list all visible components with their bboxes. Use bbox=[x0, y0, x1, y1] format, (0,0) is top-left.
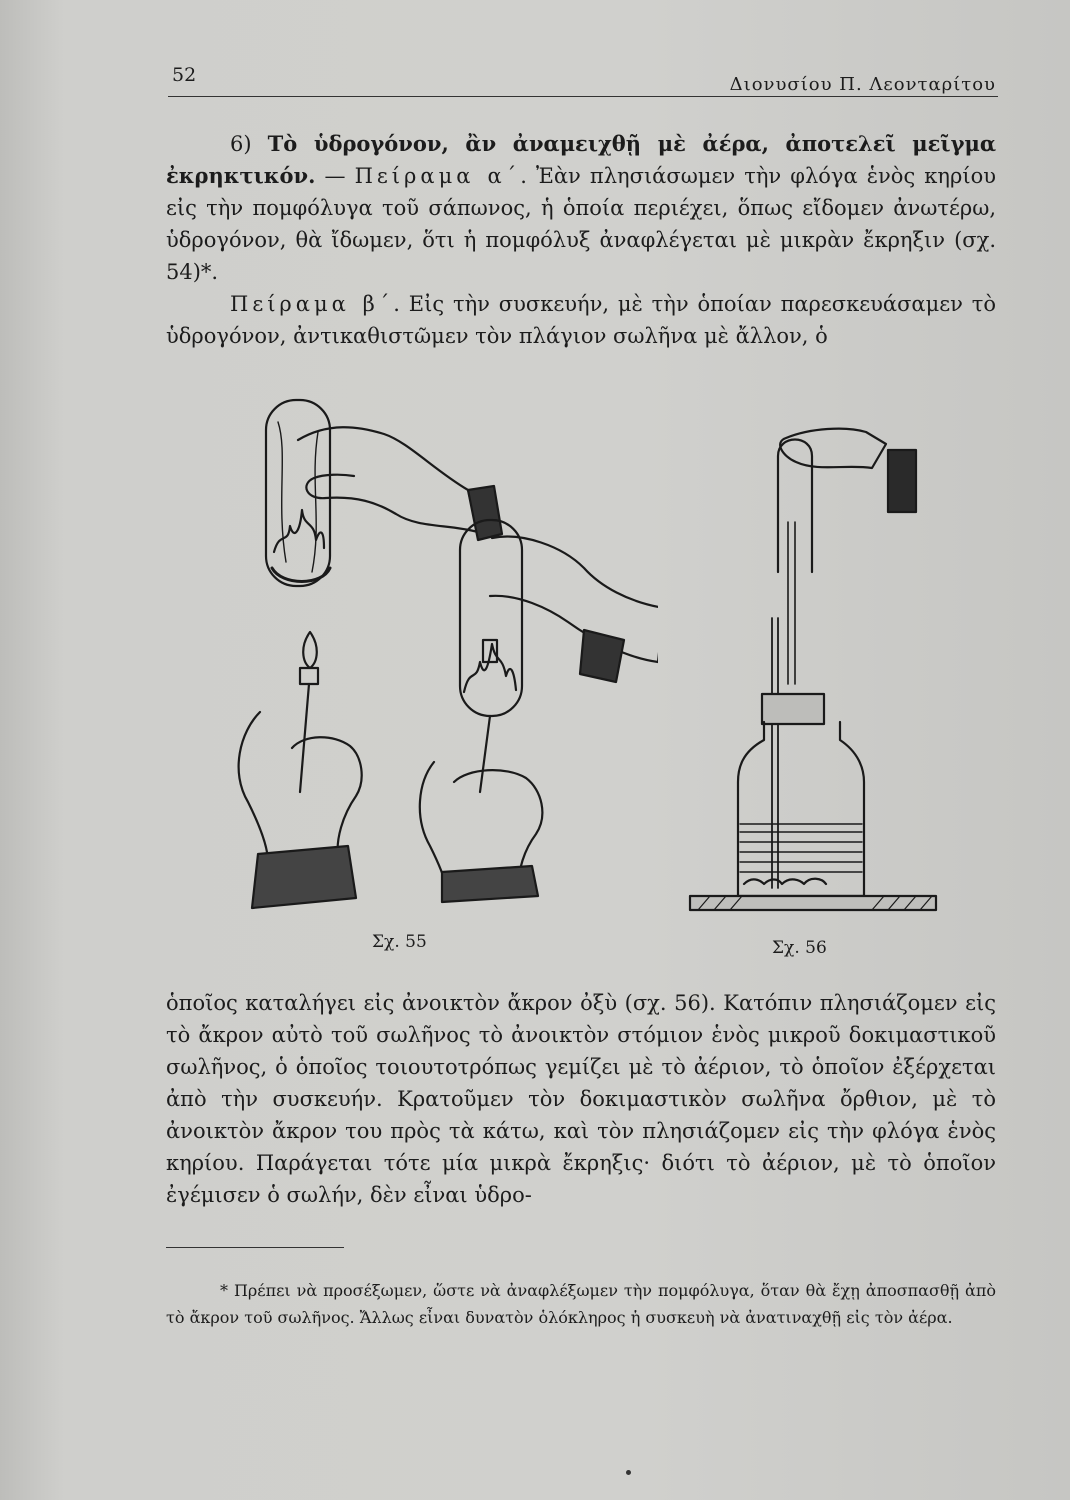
experiment-a-label: Πείραμα α΄ bbox=[354, 164, 521, 188]
hand-right-top bbox=[490, 537, 658, 662]
figure-55-caption: Σχ. 55 bbox=[372, 932, 427, 952]
sleeve-left-bottom bbox=[252, 846, 356, 908]
figure-56-illustration bbox=[682, 422, 954, 912]
experiment-b-label: Πείραμα β΄ bbox=[230, 292, 394, 316]
bottle-stopper bbox=[762, 694, 824, 724]
footnote-text: * Πρέπει νὰ προσέξωμεν, ὥστε νὰ ἀναφλέξωμεν τὴν πομφόλυγα, ὅταν θὰ ἔχῃ ἀποσπασθῇ ἀπὸ τὸ ἄκρον τοῦ σωλῆνος. Ἄλλως εἶναι δυνατὸν ὁλόκληρος ἡ συσκευὴ νὰ ἀνατιναχθῇ εἰς τὸν ἀέρα. bbox=[166, 1281, 996, 1327]
footnote bbox=[166, 1277, 996, 1331]
continuation-paragraph bbox=[166, 987, 996, 1211]
page-number: 52 bbox=[172, 64, 197, 86]
print-speck bbox=[626, 1470, 631, 1475]
sleeve-cuff-right bbox=[580, 630, 624, 682]
candle-flame-left bbox=[303, 632, 317, 668]
experiment-b-text: . Εἰς τὴν συσκευήν, μὲ τὴν ὁποίαν παρεσκευάσαμεν τὸ ὑδρογόνον, ἀντικαθιστῶμεν τὸν πλάγιον σωλῆνα μὲ ἄλλον, ὁ bbox=[166, 292, 996, 348]
section-heading: Τὸ ὑδρογόνον, ἂν ἀναμειχθῇ μὲ ἀέρα, ἀποτελεῖ μεῖγμα ἐκρηκτικόν. bbox=[166, 131, 996, 188]
sleeve-right-bottom bbox=[442, 866, 538, 902]
hand-left-top bbox=[298, 427, 478, 532]
page-header bbox=[168, 62, 998, 97]
flame-in-tube-right bbox=[464, 644, 516, 692]
test-tube-left bbox=[266, 400, 330, 586]
footnote-rule bbox=[166, 1247, 344, 1248]
section-number: 6) bbox=[230, 132, 268, 156]
running-head: Διονυσίου Π. Λεονταρίτου bbox=[729, 74, 996, 95]
paragraph-experiment-b bbox=[166, 288, 996, 352]
paragraph-section-6 bbox=[166, 128, 996, 288]
continuation-text: ὁποῖος καταλήγει εἰς ἀνοικτὸν ἄκρον ὀξὺ (σχ. 56). Κατόπιν πλησιάζομεν εἰς τὸ ἄκρον αὐτὸ τοῦ σωλῆνος τὸ ἀνοικτὸν στόμιον ἑνὸς μικροῦ δοκιμαστικοῦ σωλῆνος, ὁ ὁποῖος τοιουτοτρόπως γεμίζει μὲ τὸ ἀέριον, τὸ ὁποῖον ἐξέρχεται ἀπὸ τὴν συσκευήν. Κρατοῦμεν τὸν δοκιμαστικὸν σωλῆνα ὄρθιον, μὲ τὸ ἀνοικτὸν ἄκρον του πρὸς τὰ κάτω, καὶ τὸν πλησιάζομεν εἰς τὴν φλόγα ἑνὸς κηρίου. Παράγεται τότε μία μικρὰ ἔκρηξις· διότι τὸ ἀέριον, μὲ τὸ ὁποῖον ἐγέμισεν ὁ σωλήν, δὲν εἶναι ὑδρο- bbox=[166, 991, 996, 1207]
dash: — bbox=[315, 164, 355, 188]
experiment-a-text: . Ἐὰν πλησιάσωμεν τὴν φλόγα ἑνὸς κηρίου εἰς τὴν πομφόλυγα τοῦ σάπωνος, ἡ ὁποία περιέχει, ὅπως εἴδομεν ἀνωτέρω, ὑδρογόνον, θὰ ἴδωμεν, ὅτι ἡ πομφόλυξ ἀναφλέγεται μὲ μικρὰν ἔκρηξιν (σχ. 54)*. bbox=[166, 164, 997, 284]
test-tube-right bbox=[460, 520, 522, 716]
sleeve-cuff bbox=[888, 450, 916, 512]
base-stand bbox=[690, 896, 936, 910]
hand-holding-tube bbox=[780, 429, 886, 468]
figure-55-illustration bbox=[228, 392, 658, 912]
generator-bottle bbox=[738, 722, 864, 896]
liquid-in-bottle bbox=[740, 824, 862, 872]
figure-56-caption: Σχ. 56 bbox=[772, 938, 827, 958]
zinc-pieces bbox=[744, 879, 826, 884]
candle-left bbox=[300, 668, 318, 684]
section-6 bbox=[166, 128, 996, 352]
